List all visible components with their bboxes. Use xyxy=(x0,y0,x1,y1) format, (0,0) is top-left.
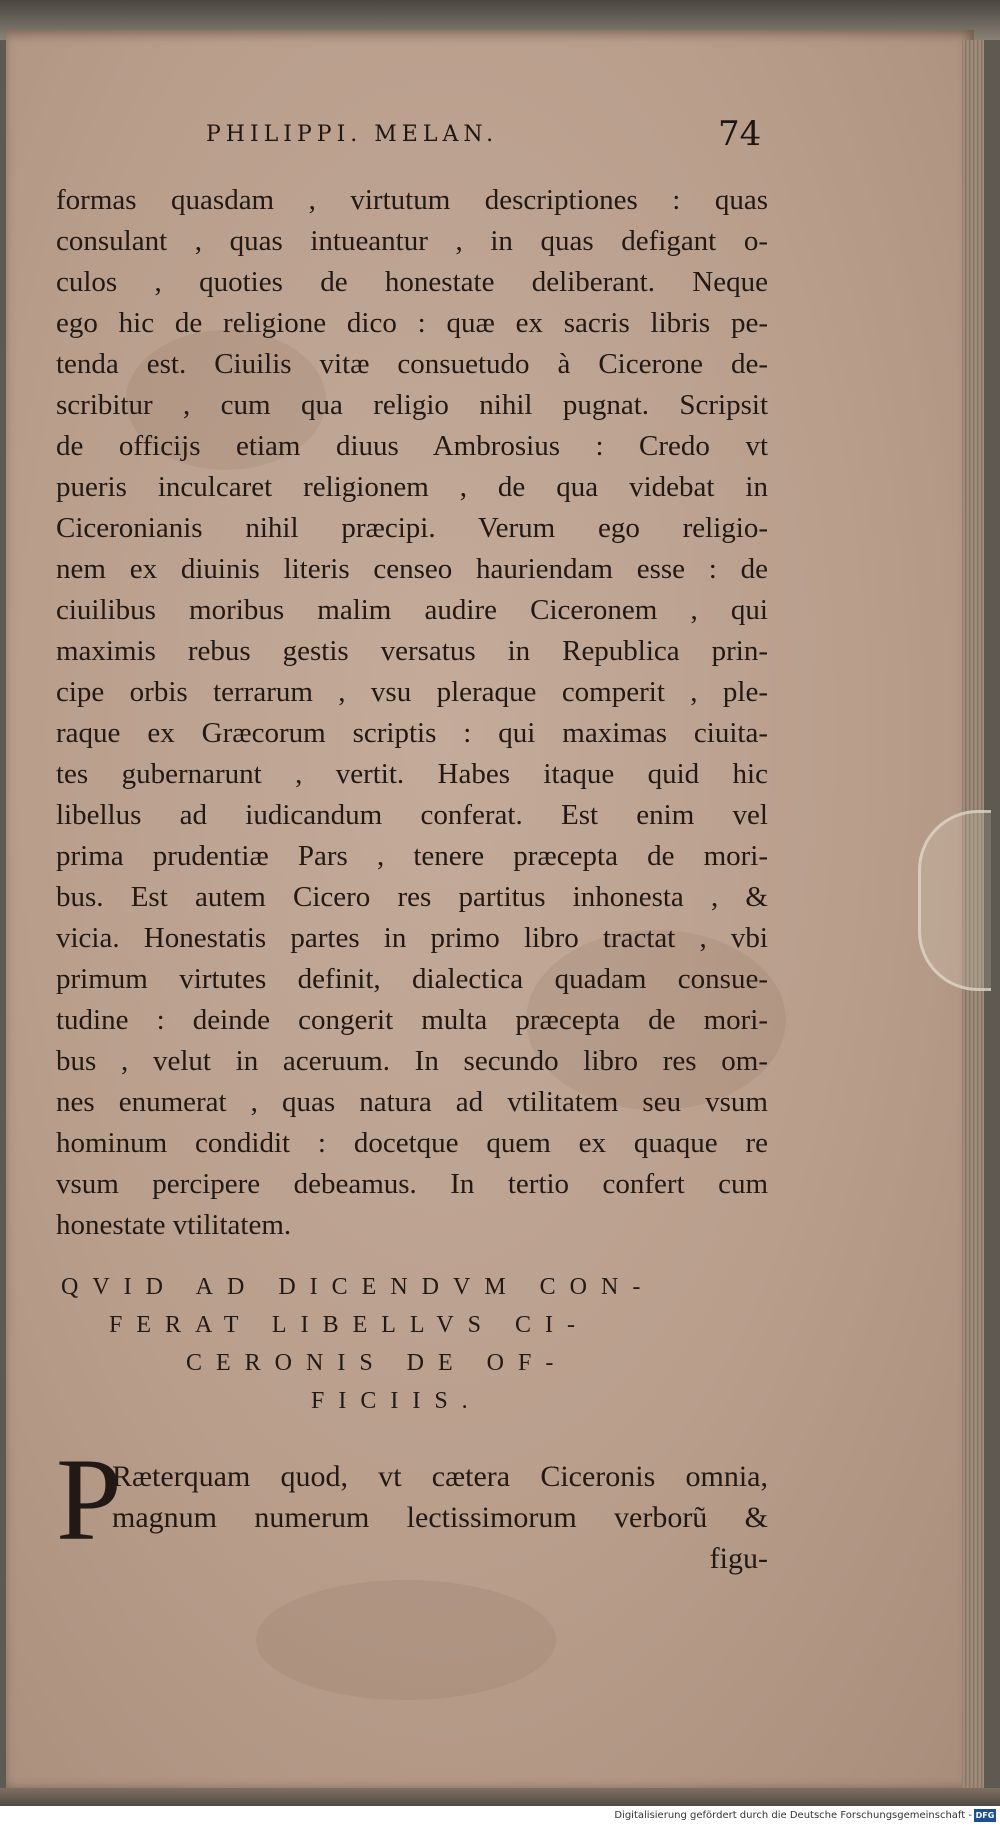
section-heading xyxy=(61,1268,771,1420)
text-line: maximis rebus gestis versatus in Republica prin- xyxy=(56,635,768,667)
text-line: prima prudentiæ Pars , tenere præcepta de mori- xyxy=(56,840,768,872)
text-line: culos , quoties de honestate deliberant. Neque xyxy=(56,266,768,298)
body-paragraph xyxy=(56,180,768,1246)
text-line: tes gubernarunt , vertit. Habes itaque quid hic xyxy=(56,758,768,790)
text-line: Ræterquam quod, vt cætera Ciceronis omnia, xyxy=(112,1460,768,1493)
text-line: de officijs etiam diuus Ambrosius : Credo vt xyxy=(56,430,768,462)
text-line: hominum condidit : docetque quem ex quaque re xyxy=(56,1127,768,1159)
text-line: Ciceronianis nihil præcipi. Verum ego religio- xyxy=(56,512,768,544)
text-line: ego hic de religione dico : quæ ex sacris libris pe- xyxy=(56,307,768,339)
digitization-credit: Digitalisierung gefördert durch die Deutsche Forschungsgemeinschaft - xyxy=(614,1810,972,1821)
text-line: magnum numerum lectissimorum verborũ & xyxy=(112,1501,768,1534)
text-line: vicia. Honestatis partes in primo libro tractat , vbi xyxy=(56,922,768,954)
dfg-logo: DFG xyxy=(975,1811,995,1820)
text-line: tudine : deinde congerit multa præcepta de mori- xyxy=(56,1004,768,1036)
text-line: bus. Est autem Cicero res partitus inhonesta , & xyxy=(56,881,768,913)
text-line: cipe orbis terrarum , vsu pleraque comperit , ple- xyxy=(56,676,768,708)
text-line: primum virtutes definit, dialectica quadam consue- xyxy=(56,963,768,995)
heading-line: FERAT LIBELLVS CI- xyxy=(109,1312,590,1338)
text-line: formas quasdam , virtutum descriptiones : quas xyxy=(56,184,768,216)
text-line: scribitur , cum qua religio nihil pugnat. Scripsit xyxy=(56,389,768,421)
heading-line: CERONIS DE OF- xyxy=(186,1350,568,1376)
paper-page xyxy=(6,30,974,1788)
text-line: raque ex Græcorum scriptis : qui maximas ciuita- xyxy=(56,717,768,749)
text-line: nes enumerat , quas natura ad vtilitatem seu vsum xyxy=(56,1086,768,1118)
drop-cap: P xyxy=(56,1434,122,1565)
second-paragraph xyxy=(56,1434,768,1579)
text-line: ciuilibus moribus malim audire Ciceronem , qui xyxy=(56,594,768,626)
heading-line: QVID AD DICENDVM CON- xyxy=(61,1274,655,1300)
text-line: honestate vtilitatem. xyxy=(56,1209,292,1241)
text-line: libellus ad iudicandum conferat. Est enim vel xyxy=(56,799,768,831)
text-line: consulant , quas intueantur , in quas defigant o- xyxy=(56,225,768,257)
paper-stain xyxy=(256,1580,556,1700)
page-number: 74 xyxy=(718,114,762,154)
text-line: pueris inculcaret religionem , de qua videbat in xyxy=(56,471,768,503)
text-line: nem ex diuinis literis censeo hauriendam esse : de xyxy=(56,553,768,585)
text-line: tenda est. Ciuilis vitæ consuetudo à Cicerone de- xyxy=(56,348,768,380)
text-line: bus , velut in aceruum. In secundo libro res om- xyxy=(56,1045,768,1077)
book-bottom-edge xyxy=(0,1788,1000,1806)
page-clip xyxy=(918,810,991,991)
running-head-title: PHILIPPI. MELAN. xyxy=(206,122,499,147)
text-line: vsum percipere debeamus. In tertio confert cum xyxy=(56,1168,768,1200)
catchword: figu- xyxy=(709,1542,768,1575)
heading-line: FICIIS. xyxy=(311,1388,482,1414)
